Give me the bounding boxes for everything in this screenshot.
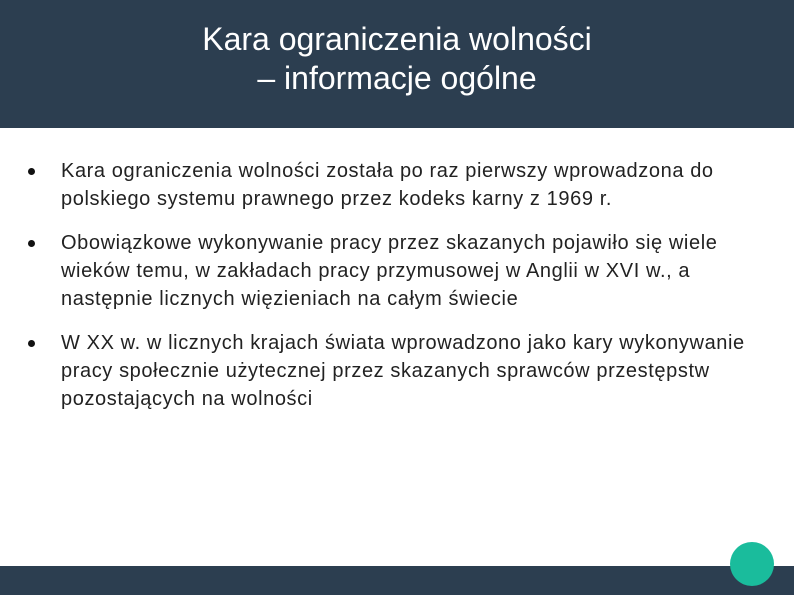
slide-title <box>0 20 794 98</box>
bullet-text: W XX w. w licznych krajach świata wprowadzono jako kary wykonywanie pracy społecznie użytecznej przez skazanych sprawców przestępstw pozostających na wolności <box>61 332 745 410</box>
bullet-dot-icon <box>28 240 35 247</box>
bullet-item <box>28 157 768 213</box>
slide-title-line-2: – informacje ogólne <box>257 60 537 96</box>
bullet-dot-icon <box>28 168 35 175</box>
slide-title-line-1: Kara ograniczenia wolności <box>202 21 592 57</box>
slide-footer-bar <box>0 566 794 595</box>
bullet-list <box>28 157 768 429</box>
bullet-item <box>28 329 768 413</box>
bullet-item <box>28 229 768 313</box>
bullet-text: Kara ograniczenia wolności została po raz pierwszy wprowadzona do polskiego systemu prawnego przez kodeks karny z 1969 r. <box>61 160 714 210</box>
bullet-text: Obowiązkowe wykonywanie pracy przez skazanych pojawiło się wiele wieków temu, w zakładach pracy przymusowej w Anglii w XVI w., a następnie licznych więzieniach na całym świecie <box>61 232 718 310</box>
accent-circle-icon <box>730 542 774 586</box>
bullet-dot-icon <box>28 340 35 347</box>
